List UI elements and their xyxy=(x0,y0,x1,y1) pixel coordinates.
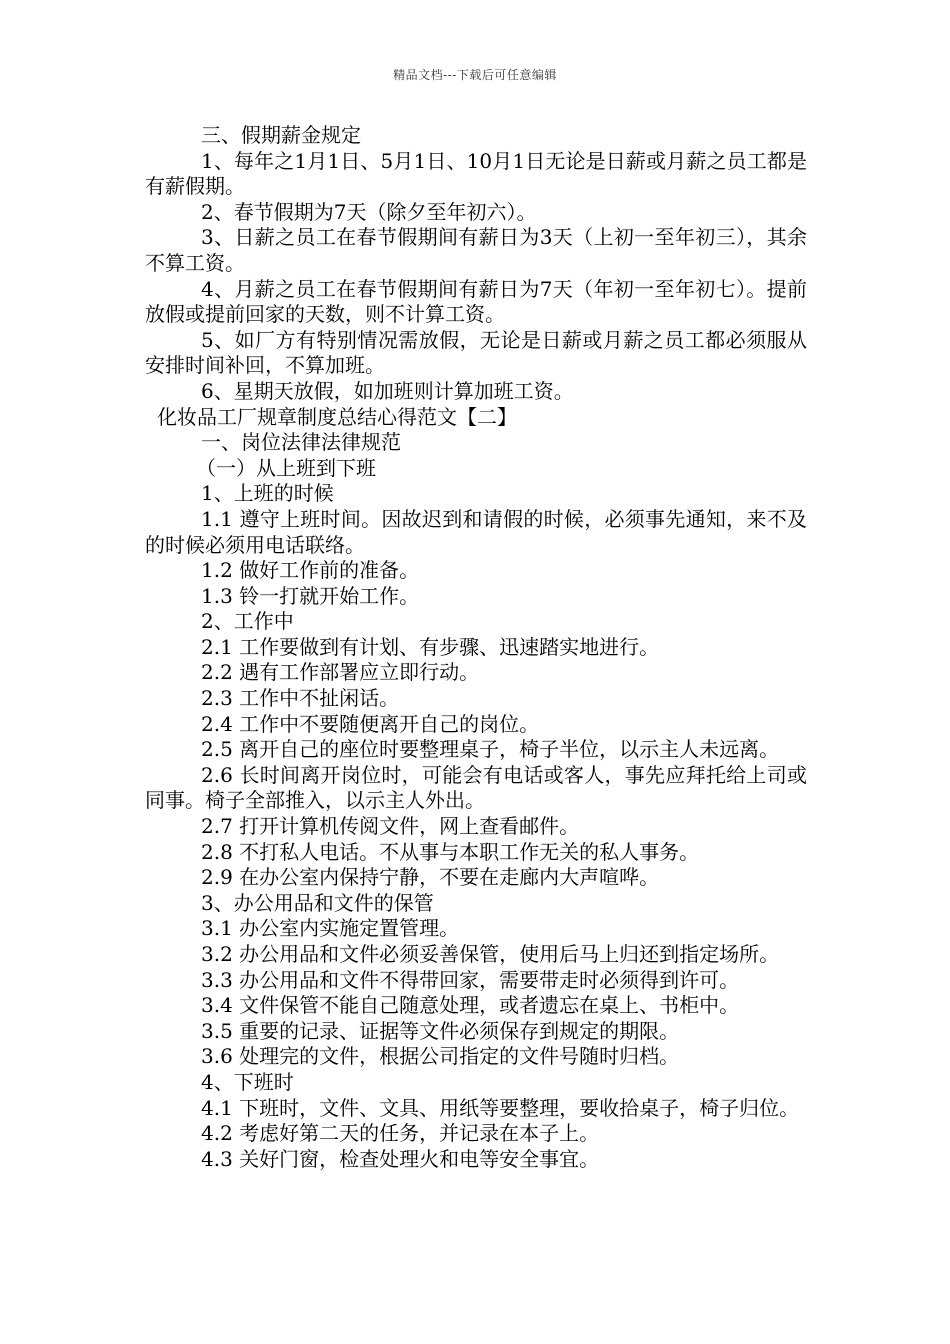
paragraph: 2、工作中 xyxy=(201,609,294,634)
paragraph: 3、日薪之员工在春节假期间有薪日为3天（上初一至年初三），其余不算工资。 xyxy=(145,225,807,275)
paragraph: 2.3 工作中不扯闲话。 xyxy=(201,686,400,711)
paragraph: 2.9 在办公室内保持宁静，不要在走廊内大声喧哗。 xyxy=(201,865,660,890)
paragraph: 3.2 办公用品和文件必须妥善保管，使用后马上归还到指定场所。 xyxy=(201,942,780,966)
paragraph: （一）从上班到下班 xyxy=(196,455,376,480)
paragraph: 一、岗位法律法律规范 xyxy=(201,430,401,455)
section-title: 化妆品工厂规章制度总结心得范文【二】 xyxy=(157,404,517,429)
paragraph: 2.6 长时间离开岗位时，可能会有电话或客人，事先应拜托给上司或同事。椅子全部推入，以示主人外出。 xyxy=(145,762,807,813)
paragraph: 4.2 考虑好第二天的任务，并记录在本子上。 xyxy=(201,1121,600,1146)
paragraph: 3.5 重要的记录、证据等文件必须保存到规定的期限。 xyxy=(201,1018,680,1043)
paragraph: 2、春节假期为7天（除夕至年初六）。 xyxy=(201,199,537,224)
paragraph: 5、如厂方有特别情况需放假，无论是日薪或月薪之员工都必须服从安排时间补回，不算加班。 xyxy=(145,327,807,378)
paragraph: 4.1 下班时，文件、文具、用纸等要整理，要收拾桌子，椅子归位。 xyxy=(201,1095,800,1120)
paragraph: 1、上班的时候 xyxy=(201,481,334,506)
paragraph: 6、星期天放假，如加班则计算加班工资。 xyxy=(201,378,574,403)
paragraph: 1.2 做好工作前的准备。 xyxy=(201,558,420,583)
paragraph: 3.1 办公室内实施定置管理。 xyxy=(201,916,460,941)
paragraph: 三、假期薪金规定 xyxy=(201,123,361,147)
paragraph: 1.3 铃一打就开始工作。 xyxy=(201,583,420,608)
paragraph: 1.1 遵守上班时间。因故迟到和请假的时候，必须事先通知，来不及的时候必须用电话联络。 xyxy=(145,506,807,557)
paragraph: 2.7 打开计算机传阅文件，网上查看邮件。 xyxy=(201,814,580,839)
paragraph: 3.3 办公用品和文件不得带回家，需要带走时必须得到许可。 xyxy=(201,967,740,992)
paragraph: 4.3 关好门窗，检查处理火和电等安全事宜。 xyxy=(201,1146,600,1171)
paragraph: 4、下班时 xyxy=(201,1069,294,1094)
paragraph: 3、办公用品和文件的保管 xyxy=(201,890,434,915)
paragraph: 3.4 文件保管不能自己随意处理，或者遗忘在桌上、书柜中。 xyxy=(201,993,740,1018)
page-header: 精品文档---下载后可任意编辑 xyxy=(393,68,557,82)
paragraph: 2.8 不打私人电话。不从事与本职工作无关的私人事务。 xyxy=(201,839,700,864)
paragraph: 2.4 工作中不要随便离开自己的岗位。 xyxy=(201,711,540,736)
paragraph: 4、月薪之员工在春节假期间有薪日为7天（年初一至年初七）。提前放假或提前回家的天数，则不计算工资。 xyxy=(145,276,807,327)
paragraph: 3.6 处理完的文件，根据公司指定的文件号随时归档。 xyxy=(201,1044,680,1069)
paragraph: 2.1 工作要做到有计划、有步骤、迅速踏实地进行。 xyxy=(201,634,660,659)
paragraph: 2.2 遇有工作部署应立即行动。 xyxy=(201,660,480,685)
paragraph: 2.5 离开自己的座位时要整理桌子，椅子半位，以示主人未远离。 xyxy=(201,737,780,762)
paragraph: 1、每年之1月1日、5月1日、10月1日无论是日薪或月薪之员工都是有薪假期。 xyxy=(145,148,807,199)
document-body xyxy=(145,123,807,1172)
